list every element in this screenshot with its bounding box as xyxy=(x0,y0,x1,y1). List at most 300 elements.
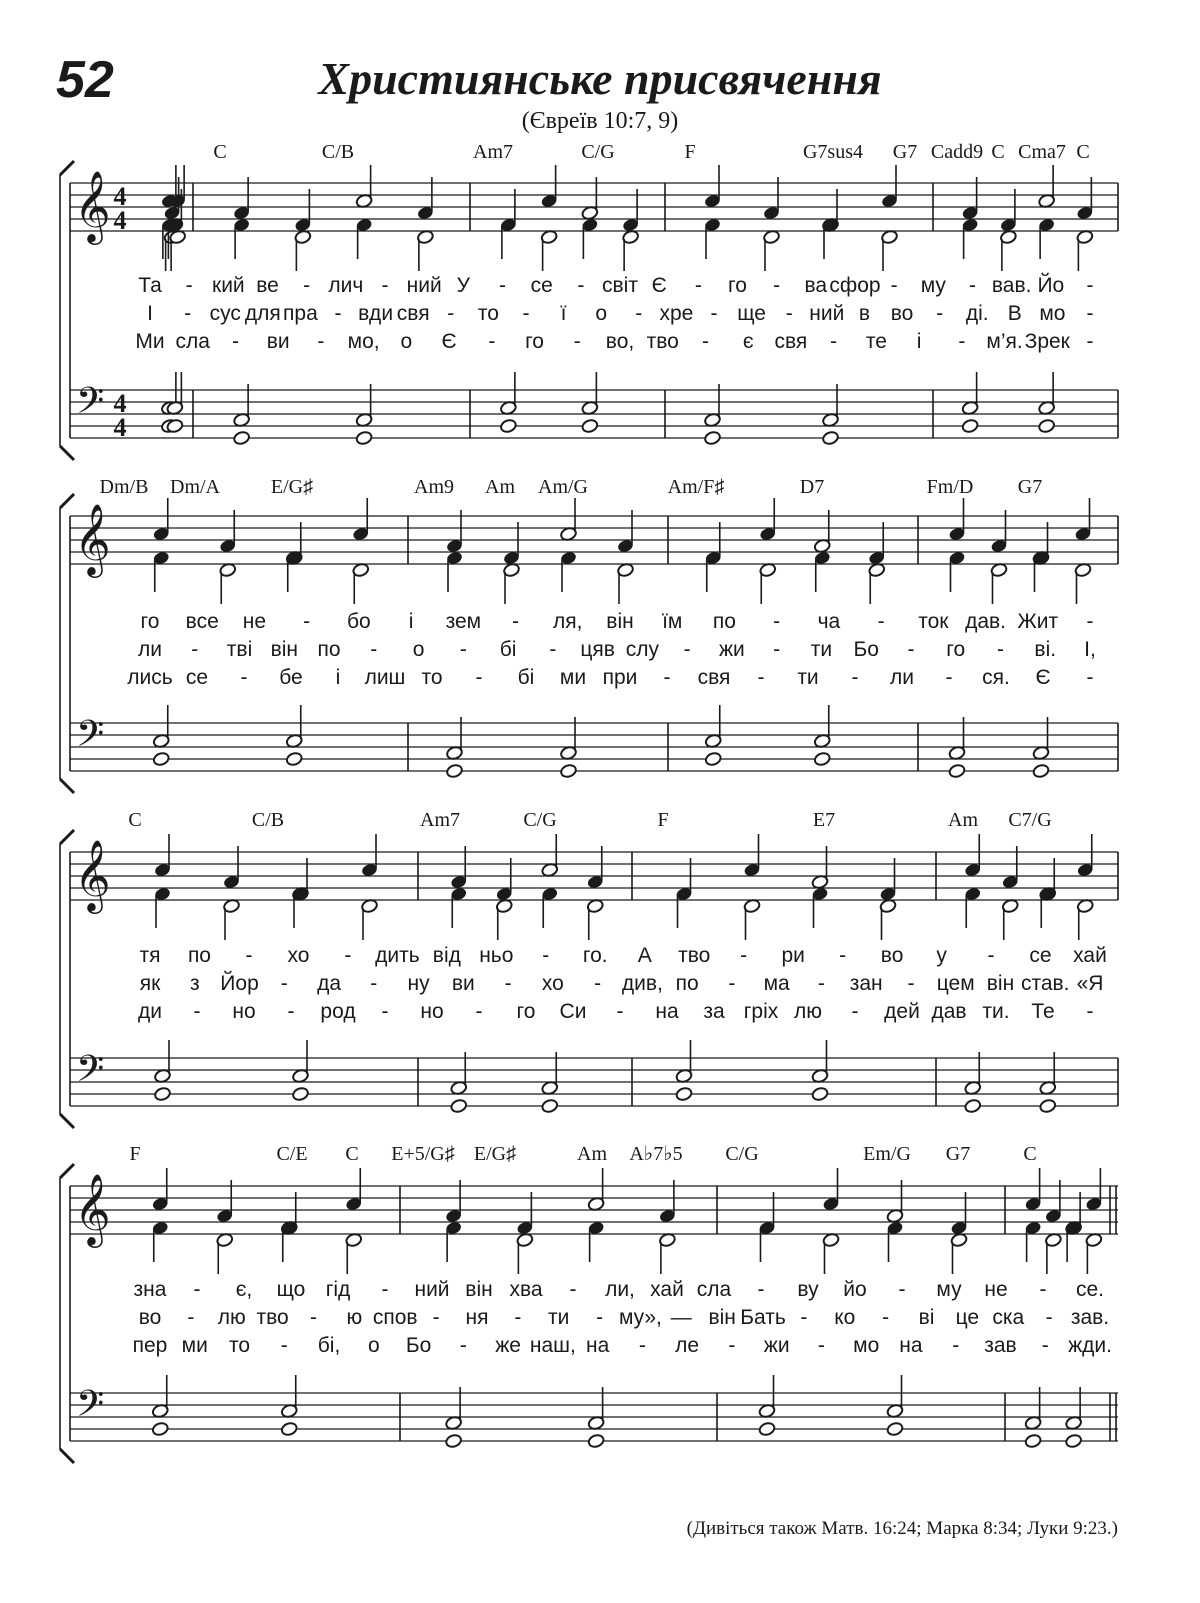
system-bracket-top xyxy=(60,161,74,175)
lyric-syllable: по xyxy=(317,638,341,661)
lyric-syllable: зав xyxy=(984,1334,1017,1357)
bass-note xyxy=(964,1098,982,1113)
chord-symbol: E+5/G♯ xyxy=(391,1143,455,1165)
lyric-syllable: ді. xyxy=(965,302,989,325)
lyric-syllable: ми xyxy=(181,1334,208,1357)
lyric-syllable: - xyxy=(381,1000,389,1023)
lyric-syllable: з xyxy=(189,972,200,995)
bass-note xyxy=(1038,418,1056,433)
lyric-syllable: ний xyxy=(414,1278,450,1301)
time-signature-top: 4 xyxy=(113,182,127,211)
lyric-syllable: зем xyxy=(445,610,482,633)
lyric-syllable: - xyxy=(522,302,530,325)
lyric-syllable: се xyxy=(530,274,553,297)
lyric-syllable: ти xyxy=(548,1306,570,1329)
chord-symbol: G7sus4 xyxy=(802,141,864,163)
lyric-syllable: ві xyxy=(918,1306,935,1329)
lyric-syllable: го xyxy=(946,638,966,661)
lyric-syllable: - xyxy=(309,1306,317,1329)
chord-symbol: Em/G xyxy=(863,1143,911,1165)
lyric-syllable: - xyxy=(616,1000,624,1023)
lyric-syllable: му xyxy=(920,274,946,297)
lyric-syllable: - xyxy=(514,1306,522,1329)
chord-symbol: Am xyxy=(485,476,515,498)
lyric-syllable: - xyxy=(638,1334,646,1357)
lyric-syllable: во xyxy=(880,944,904,967)
lyric-syllable: - xyxy=(936,302,944,325)
lyric-syllable: див, xyxy=(621,972,663,995)
lyric-syllable: - xyxy=(710,302,718,325)
lyric-syllable: тво xyxy=(256,1306,289,1329)
time-signature-top: 4 xyxy=(113,389,127,418)
lyric-syllable: ти xyxy=(797,666,819,689)
lyric-syllable: - xyxy=(231,330,239,353)
lyric-syllable: се xyxy=(1029,944,1052,967)
chord-symbol: F xyxy=(684,141,696,163)
lyric-syllable: - xyxy=(185,274,193,297)
bass-note xyxy=(948,763,966,778)
lyric-syllable: го xyxy=(525,330,544,353)
lyric-syllable: ю xyxy=(346,1306,363,1329)
system-bracket-bottom xyxy=(60,1449,74,1463)
lyric-syllable: слу xyxy=(625,638,660,661)
bass-note xyxy=(280,1421,298,1436)
bass-note xyxy=(154,1086,172,1101)
bass-note xyxy=(292,1086,310,1101)
lyric-syllable: - xyxy=(817,1334,825,1357)
system-bracket-top xyxy=(60,1164,74,1178)
bass-note xyxy=(285,751,303,766)
lyric-syllable: бі xyxy=(499,638,517,661)
chord-symbol: E/G♯ xyxy=(270,476,314,498)
lyric-syllable: да xyxy=(317,972,342,995)
lyric-syllable: - xyxy=(757,1278,765,1301)
bass-note xyxy=(587,1433,605,1448)
lyric-syllable: то xyxy=(477,302,499,325)
lyric-syllable: - xyxy=(851,666,859,689)
lyric-syllable: - xyxy=(569,1278,577,1301)
lyric-syllable: - xyxy=(1086,302,1094,325)
lyric-syllable: кий xyxy=(212,274,245,297)
lyric-syllable: У xyxy=(456,274,471,297)
lyric-syllable: - xyxy=(898,1278,906,1301)
lyric-syllable: він xyxy=(465,1278,493,1301)
bass-note xyxy=(1024,1433,1042,1448)
system-bracket-bottom xyxy=(60,1114,74,1128)
bass-note xyxy=(450,1098,468,1113)
lyric-syllable: і xyxy=(916,330,922,353)
chord-symbol: E7 xyxy=(812,809,836,831)
lyric-syllable: - xyxy=(303,610,311,633)
lyric-syllable: - xyxy=(635,302,643,325)
lyric-syllable: - xyxy=(245,944,253,967)
lyric-syllable: ньо xyxy=(479,944,514,967)
lyric-syllable: він xyxy=(606,610,634,633)
lyric-syllable: — xyxy=(670,1306,692,1329)
chord-symbol: Am xyxy=(577,1143,607,1165)
lyric-syllable: - xyxy=(573,330,581,353)
lyric-syllable: то xyxy=(228,1334,251,1357)
chord-symbol: A♭7♭5 xyxy=(629,1143,683,1165)
lyric-syllable: - xyxy=(193,1278,201,1301)
lyric-syllable: - xyxy=(996,638,1004,661)
chord-symbol: F xyxy=(129,1143,141,1165)
lyric-syllable: ли, xyxy=(605,1278,635,1301)
lyric-syllable: се. xyxy=(1075,1278,1105,1301)
lyric-syllable: є, xyxy=(235,1278,253,1301)
lyric-syllable: се xyxy=(185,666,209,689)
lyric-syllable: ми xyxy=(559,666,587,689)
lyric-syllable: ко xyxy=(834,1306,856,1329)
lyric-syllable: ну xyxy=(407,972,430,995)
lyric-syllable: він xyxy=(708,1306,736,1329)
lyric-syllable: що xyxy=(276,1278,306,1301)
bass-clef-icon: 𝄢 xyxy=(76,1048,105,1099)
lyric-syllable: бі xyxy=(517,666,535,689)
lyric-syllable: о xyxy=(367,1334,380,1357)
lyric-syllable: жи xyxy=(763,1334,790,1357)
lyric-syllable: Те xyxy=(1031,1000,1055,1023)
lyric-syllable: - xyxy=(193,1000,201,1023)
chord-symbol: G7 xyxy=(892,141,918,163)
lyric-syllable: - xyxy=(542,944,550,967)
lyric-syllable: - xyxy=(969,274,976,297)
lyric-syllable: - xyxy=(1039,1278,1047,1301)
lyric-syllable: - xyxy=(280,1334,288,1357)
chord-symbol: Am/F♯ xyxy=(667,476,725,498)
lyric-syllable: - xyxy=(830,330,838,353)
chord-symbol: Am/G xyxy=(538,476,588,498)
lyric-syllable: ля, xyxy=(553,610,583,633)
lyric-syllable: є xyxy=(742,330,754,353)
bass-note xyxy=(355,430,373,445)
lyric-syllable: - xyxy=(1045,1306,1053,1329)
lyric-syllable: дить xyxy=(375,944,420,967)
lyric-syllable: - xyxy=(757,666,765,689)
bass-note xyxy=(1065,1433,1083,1448)
lyric-syllable: во xyxy=(890,302,914,325)
lyric-syllable: во xyxy=(138,1306,162,1329)
lyric-syllable: ве xyxy=(256,274,279,297)
lyric-syllable: Та xyxy=(138,274,162,297)
lyric-syllable: йо xyxy=(843,1278,867,1301)
lyric-syllable: - xyxy=(280,972,288,995)
lyric-syllable: це xyxy=(955,1306,980,1329)
treble-clef-icon: 𝄞 xyxy=(74,169,111,242)
lyric-syllable: в xyxy=(858,302,870,325)
lyric-syllable: тя xyxy=(139,944,161,967)
lyric-syllable: ле xyxy=(675,1334,700,1357)
lyric-syllable: - xyxy=(907,972,915,995)
lyric-syllable: го xyxy=(516,1000,536,1023)
lyric-syllable: о xyxy=(400,330,413,353)
chord-symbol: Dm/B xyxy=(99,476,149,498)
lyric-syllable: ток xyxy=(918,610,949,633)
lyric-syllable: тві xyxy=(226,638,253,661)
lyric-syllable: ви xyxy=(266,330,290,353)
lyric-syllable: вди xyxy=(358,302,394,325)
lyric-syllable: - xyxy=(728,972,736,995)
chord-symbol: C xyxy=(991,141,1005,163)
bass-note xyxy=(445,1433,463,1448)
lyric-syllable: хо xyxy=(287,944,310,967)
chord-symbol: F xyxy=(657,809,669,831)
lyric-syllable: дей xyxy=(884,1000,920,1023)
lyric-syllable: цяв xyxy=(580,638,615,661)
chord-symbol: Fm/D xyxy=(926,476,974,498)
bass-note xyxy=(581,418,599,433)
lyric-syllable: тво xyxy=(678,944,711,967)
lyric-syllable: Є xyxy=(441,330,457,353)
lyric-syllable: - xyxy=(1086,610,1094,633)
lyric-syllable: - xyxy=(877,610,885,633)
lyric-syllable: - xyxy=(683,638,691,661)
lyric-syllable: світ xyxy=(602,274,638,297)
lyric-syllable: мо, xyxy=(347,330,380,353)
lyric-syllable: - xyxy=(184,302,192,325)
chord-symbol: D7 xyxy=(799,476,825,498)
lyric-syllable: лич xyxy=(328,274,364,297)
lyric-syllable: І xyxy=(147,302,153,325)
lyric-syllable: І, xyxy=(1084,638,1096,661)
lyric-syllable: вав. xyxy=(991,274,1032,297)
lyric-syllable: - xyxy=(851,1000,859,1023)
lyric-syllable: - xyxy=(594,972,602,995)
treble-clef-icon: 𝄞 xyxy=(74,1172,111,1245)
bass-note xyxy=(813,751,831,766)
lyric-syllable: при xyxy=(602,666,638,689)
lyric-syllable: ся. xyxy=(982,666,1010,689)
lyric-syllable: за xyxy=(703,1000,725,1023)
chord-symbol: C/B xyxy=(321,141,355,163)
system-bracket-top xyxy=(60,494,74,508)
lyric-syllable: жди. xyxy=(1068,1334,1112,1357)
chord-symbol: C xyxy=(213,141,227,163)
lyric-syllable: - xyxy=(773,274,781,297)
chord-symbol: C/G xyxy=(523,809,557,831)
chord-symbol: Cadd9 xyxy=(930,141,984,163)
lyric-syllable: лиш xyxy=(364,666,406,689)
bass-note xyxy=(560,763,578,778)
lyric-syllable: - xyxy=(1086,274,1094,297)
lyric-syllable: - xyxy=(1041,1334,1049,1357)
lyric-syllable: сфор xyxy=(829,274,881,297)
lyric-syllable: ри xyxy=(781,944,805,967)
lyric-syllable: ви xyxy=(451,972,475,995)
lyric-syllable: - xyxy=(839,944,847,967)
lyric-syllable: - xyxy=(596,1306,604,1329)
lyric-syllable: він xyxy=(986,972,1015,995)
lyric-syllable: хва xyxy=(509,1278,543,1301)
lyric-syllable: род xyxy=(320,1000,356,1023)
lyric-syllable: Ми xyxy=(135,330,165,353)
lyric-syllable: - xyxy=(701,330,709,353)
lyric-syllable: А xyxy=(637,944,652,967)
chord-symbol: C xyxy=(1023,1143,1037,1165)
lyric-syllable: їм xyxy=(662,610,683,633)
chord-symbol: C/B xyxy=(251,809,285,831)
lyric-syllable: ди xyxy=(138,1000,162,1023)
lyric-syllable: - xyxy=(504,972,512,995)
lyric-syllable: він xyxy=(270,638,298,661)
lyric-syllable: ча xyxy=(817,610,841,633)
lyric-syllable: - xyxy=(475,666,483,689)
lyric-syllable: і xyxy=(408,610,414,633)
lyric-syllable: Йор xyxy=(220,972,259,995)
lyric-syllable: о xyxy=(412,638,425,661)
lyric-syllable: Си xyxy=(559,1000,587,1023)
lyric-syllable: - xyxy=(1086,666,1094,689)
lyric-syllable: на xyxy=(585,1334,610,1357)
bass-note xyxy=(961,418,979,433)
lyric-syllable: пер xyxy=(132,1334,168,1357)
lyric-syllable: зан xyxy=(849,972,883,995)
lyric-syllable: не xyxy=(242,610,267,633)
lyric-syllable: ти xyxy=(810,638,833,661)
lyric-syllable: ва xyxy=(804,274,828,297)
lyric-syllable: дав xyxy=(931,1000,967,1023)
chord-symbol: C/G xyxy=(581,141,615,163)
lyric-syllable: свя xyxy=(774,330,808,353)
lyric-syllable: хай xyxy=(1073,944,1107,967)
lyric-syllable: - xyxy=(240,666,248,689)
lyric-syllable: - xyxy=(370,972,378,995)
chord-symbol: C xyxy=(1076,141,1090,163)
lyric-syllable: - xyxy=(577,274,585,297)
lyric-syllable: - xyxy=(381,1278,389,1301)
lyric-syllable: му», xyxy=(618,1306,662,1329)
lyric-syllable: - xyxy=(381,274,389,297)
lyric-syllable: лю xyxy=(217,1306,246,1329)
lyric-syllable: гріх xyxy=(743,1000,779,1023)
lyric-syllable: - xyxy=(459,1334,467,1357)
lyric-syllable: - xyxy=(952,1334,960,1357)
lyric-syllable: - xyxy=(459,638,467,661)
treble-clef-icon: 𝄞 xyxy=(74,502,111,575)
system-bracket-top xyxy=(60,830,74,844)
lyric-syllable: - xyxy=(447,302,455,325)
lyric-syllable: для xyxy=(244,302,281,325)
bass-note xyxy=(758,1421,776,1436)
bass-note xyxy=(152,751,170,766)
lyric-syllable: го xyxy=(728,274,747,297)
bass-note xyxy=(704,751,722,766)
lyric-syllable: сла xyxy=(175,330,210,353)
time-signature-bottom: 4 xyxy=(113,413,127,442)
bass-note xyxy=(822,430,840,445)
lyric-syllable: - xyxy=(344,944,352,967)
lyric-syllable: сла xyxy=(696,1278,732,1301)
lyric-syllable: - xyxy=(187,1306,195,1329)
lyric-syllable: дав. xyxy=(965,610,1007,633)
lyric-syllable: ня xyxy=(465,1306,489,1329)
lyric-syllable: те xyxy=(865,330,887,353)
bass-note xyxy=(1039,1098,1057,1113)
lyric-syllable: на xyxy=(655,1000,679,1023)
lyric-syllable: наш, xyxy=(529,1334,576,1357)
lyric-syllable: ли xyxy=(890,666,914,689)
lyric-syllable: гід xyxy=(325,1278,351,1301)
lyric-syllable: - xyxy=(958,330,966,353)
chord-symbol: C7/G xyxy=(1008,809,1052,831)
lyric-syllable: - xyxy=(488,330,496,353)
lyric-syllable: В xyxy=(1007,302,1022,325)
lyric-syllable: Є xyxy=(651,274,667,297)
lyric-syllable: - xyxy=(334,302,342,325)
bass-note xyxy=(151,1421,169,1436)
lyric-syllable: но xyxy=(420,1000,444,1023)
lyric-syllable: то xyxy=(421,666,443,689)
lyric-syllable: не xyxy=(984,1278,1008,1301)
chord-symbol: C/G xyxy=(725,1143,759,1165)
bass-note xyxy=(886,1421,904,1436)
bass-note xyxy=(1032,763,1050,778)
chord-symbol: G7 xyxy=(945,1143,971,1165)
lyric-syllable: - xyxy=(317,330,325,353)
treble-clef-icon: 𝄞 xyxy=(74,838,111,911)
lyric-syllable: все xyxy=(185,610,219,633)
bass-note xyxy=(541,1098,559,1113)
lyric-syllable: - xyxy=(773,638,781,661)
lyric-syllable: Є xyxy=(1035,666,1051,689)
system-bracket-bottom xyxy=(60,779,74,793)
lyric-syllable: хо xyxy=(541,972,564,995)
lyric-syllable: у xyxy=(936,944,947,967)
lyric-syllable: Зрек xyxy=(1024,330,1070,353)
lyric-syllable: по xyxy=(187,944,212,967)
lyric-syllable: мо xyxy=(1039,302,1066,325)
lyric-syllable: - xyxy=(882,1306,890,1329)
chord-symbol: C xyxy=(128,809,142,831)
lyric-syllable: Йо xyxy=(1037,274,1065,297)
lyric-syllable: но xyxy=(232,1000,256,1023)
lyric-syllable: - xyxy=(499,274,506,297)
lyric-syllable: - xyxy=(694,274,702,297)
lyric-syllable: ві. xyxy=(1034,638,1057,661)
lyric-syllable: по xyxy=(675,972,699,995)
lyric-syllable: м’я. xyxy=(986,330,1023,353)
lyric-syllable: - xyxy=(773,610,781,633)
lyric-syllable: Бо xyxy=(853,638,879,661)
chord-symbol: G7 xyxy=(1017,476,1043,498)
lyric-syllable: свя xyxy=(396,302,430,325)
lyric-syllable: ний xyxy=(809,302,845,325)
lyric-syllable: на xyxy=(899,1334,923,1357)
chord-symbol: Am9 xyxy=(414,476,454,498)
lyric-syllable: ще xyxy=(737,302,766,325)
lyric-syllable: хре xyxy=(659,302,694,325)
bass-note xyxy=(704,430,722,445)
lyric-syllable: сус xyxy=(209,302,241,325)
lyric-syllable: від xyxy=(432,944,461,967)
footer-note: (Дивіться також Матв. 16:24; Марка 8:34; Луки 9:23.) xyxy=(686,1518,1118,1539)
time-signature-bottom: 4 xyxy=(113,206,127,235)
lyric-syllable: ти. xyxy=(982,1000,1010,1023)
lyric-syllable: свя xyxy=(697,666,731,689)
lyric-syllable: во, xyxy=(605,330,635,353)
lyric-syllable: ска xyxy=(992,1306,1025,1329)
lyric-syllable: ма xyxy=(763,972,790,995)
lyric-syllable: бе xyxy=(279,666,303,689)
lyric-syllable: Бать xyxy=(740,1306,786,1329)
lyric-syllable: - xyxy=(1086,1000,1094,1023)
lyric-syllable: - xyxy=(475,1000,483,1023)
lyric-syllable: Жит xyxy=(1017,610,1059,633)
lyric-syllable: - xyxy=(303,274,311,297)
scripture-reference: (Євреїв 10:7, 9) xyxy=(521,108,679,134)
lyric-syllable: мо xyxy=(853,1334,880,1357)
lyric-syllable: - xyxy=(370,638,378,661)
